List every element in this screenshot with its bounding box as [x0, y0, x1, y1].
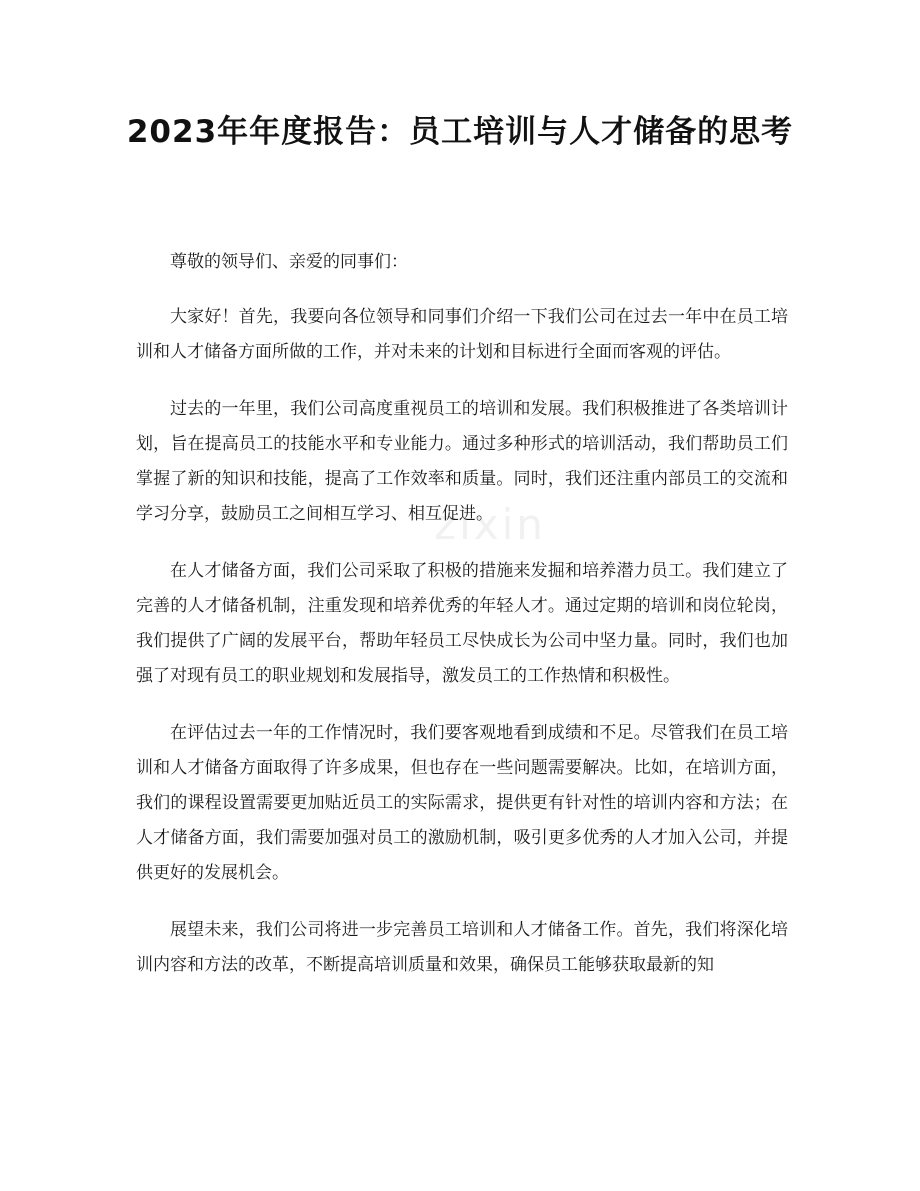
document-title: 2023年年度报告：员工培训与人才储备的思考	[126, 114, 794, 150]
greeting: 尊敬的领导们、亲爱的同事们：	[170, 252, 408, 272]
document-body	[136, 245, 788, 1005]
paragraph-5: 展望未来，我们公司将进一步完善员工培训和人才储备工作。首先，我们将深化培训内容和方法的改革，不断提高培训质量和效果，确保员工能够获取最新的知	[136, 920, 788, 975]
paragraph-3: 在人才储备方面，我们公司采取了积极的措施来发掘和培养潜力员工。我们建立了完善的人才储备机制，注重发现和培养优秀的年轻人才。通过定期的培训和岗位轮岗，我们提供了广阔的发展平台，帮助年轻员工尽快成长为公司中坚力量。同时，我们也加强了对现有员工的职业规划和发展指导，激发员工的工作热情和积极性。	[136, 561, 788, 686]
paragraph-4: 在评估过去一年的工作情况时，我们要客观地看到成绩和不足。尽管我们在员工培训和人才储备方面取得了许多成果，但也存在一些问题需要解决。比如，在培训方面，我们的课程设置需要更加贴近员工的实际需求，提供更有针对性的培训内容和方法；在人才储备方面，我们需要加强对员工的激励机制，吸引更多优秀的人才加入公司，并提供更好的发展机会。	[136, 723, 788, 883]
watermark: zixin	[434, 500, 546, 549]
paragraph-2: 过去的一年里，我们公司高度重视员工的培训和发展。我们积极推进了各类培训计划，旨在提高员工的技能水平和专业能力。通过多种形式的培训活动，我们帮助员工们掌握了新的知识和技能，提高了工作效率和质量。同时，我们还注重内部员工的交流和学习分享，鼓励员工之间相互学习、相互促进。	[136, 399, 788, 524]
paragraph-1: 大家好！首先，我要向各位领导和同事们介绍一下我们公司在过去一年中在员工培训和人才储备方面所做的工作，并对未来的计划和目标进行全面而客观的评估。	[136, 307, 788, 362]
